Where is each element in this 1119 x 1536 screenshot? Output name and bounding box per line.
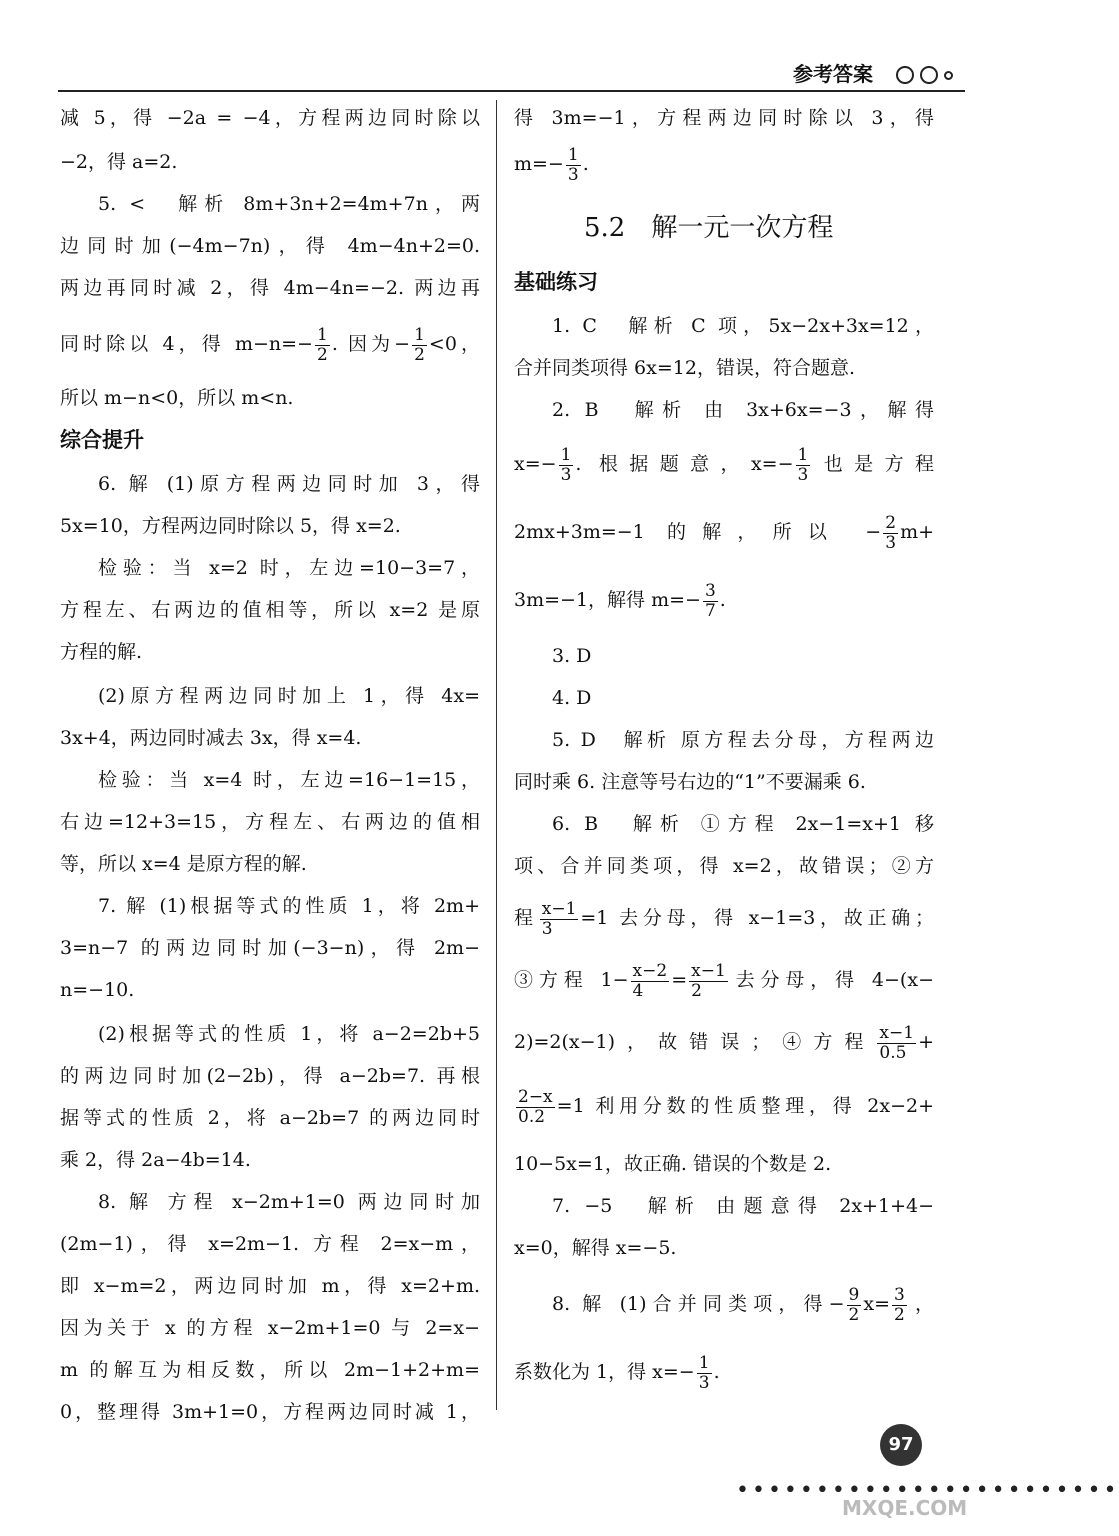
text-span: 程 xyxy=(514,907,538,929)
a5-line: 5. D 解析 原方程去分母，方程两边 xyxy=(552,729,934,751)
fraction-line xyxy=(514,146,934,184)
fraction-line xyxy=(514,514,934,552)
text-span: x=− xyxy=(514,453,557,475)
circle-icon xyxy=(920,66,938,84)
a8-line xyxy=(514,1286,934,1324)
text-span: 去分母，得 4−(x− xyxy=(729,969,934,991)
fraction: $\frac{3}{7}$ xyxy=(704,580,716,621)
fraction: $\frac{3}{2}$ xyxy=(894,1284,905,1325)
text-line: 检验：当 x=4 时，左边=16−1=15， xyxy=(98,769,480,791)
fraction: $\frac{1}{3}$ xyxy=(797,444,809,485)
fraction-line xyxy=(514,1024,934,1062)
text-span: x= xyxy=(863,1293,891,1315)
text-line: n=−10. xyxy=(60,979,135,1001)
text-line: m 的解互为相反数，所以 2m−1+2+m= xyxy=(60,1359,480,1381)
q7-line: 7. 解 (1)根据等式的性质 1，将 2m+ xyxy=(98,895,480,917)
page-number: 97 xyxy=(880,1424,922,1466)
text-span: . xyxy=(713,1361,720,1383)
fraction: $\frac{1}{2}$ xyxy=(414,324,425,365)
fraction-line xyxy=(514,582,934,620)
text-line: 同时乘 6. 注意等号右边的“1”不要漏乘 6. xyxy=(514,771,866,793)
text-line: (2)原方程两边同时加上 1，得 4x= xyxy=(98,685,480,707)
q6-line: 6. 解 (1)原方程两边同时加 3，得 xyxy=(98,473,480,495)
text-span: m=− xyxy=(514,153,564,175)
text-line: 即 x−m=2，两边同时加 m，得 x=2+m. xyxy=(60,1275,480,1297)
text-line: 所以 m−n<0，所以 m<n. xyxy=(60,387,294,409)
text-span: . 根据题意，x=− xyxy=(575,453,794,475)
fraction: $\frac{x-1}{0.5}$ xyxy=(879,1022,915,1063)
fraction: $\frac{2}{3}$ xyxy=(885,512,897,553)
page-header xyxy=(58,56,965,92)
fraction: $\frac{1}{3}$ xyxy=(560,444,572,485)
header-title: 参考答案 xyxy=(793,62,873,86)
text-span: m+ xyxy=(900,521,934,543)
text-span: <0， xyxy=(428,333,481,355)
text-line: 等，所以 x=4 是原方程的解. xyxy=(60,853,307,875)
fraction: $\frac{2-x}{0.2}$ xyxy=(518,1086,553,1127)
q5-line: 5. < 解析 8m+3n+2=4m+7n，两 xyxy=(98,193,480,215)
text-line: 项、合并同类项，得 x=2，故错误；②方 xyxy=(514,855,934,877)
text-line: 两边再同时减 2，得 4m−4n=−2. 两边再 xyxy=(60,277,480,299)
footer-dots-decoration: •••••••••••••••••••••••• xyxy=(736,1478,1119,1503)
text-span: 3m=−1，解得 m=− xyxy=(514,589,701,611)
fraction: $\frac{x-2}{4}$ xyxy=(632,960,668,1001)
text-line: 3=n−7 的两边同时加(−3−n)，得 2m− xyxy=(60,937,480,959)
text-line: 检验：当 x=2 时，左边=10−3=7， xyxy=(98,557,480,579)
text-span: =1 利用分数的性质整理，得 2x−2+ xyxy=(556,1095,934,1117)
fraction-line xyxy=(514,1354,934,1392)
circle-icon xyxy=(944,71,953,80)
fraction: $\frac{1}{3}$ xyxy=(698,1352,710,1393)
fraction-line xyxy=(514,446,934,484)
text-span: 2mx+3m=−1 的解，所以 − xyxy=(514,521,882,543)
section-heading: 综合提升 xyxy=(60,428,144,452)
a3-line: 3. D xyxy=(552,645,592,667)
subsection-heading: 基础练习 xyxy=(514,270,598,294)
text-span: 2)=2(x−1)，故错误；④方程 xyxy=(514,1031,876,1053)
text-line: 右边=12+3=15，方程左、右两边的值相 xyxy=(60,811,480,833)
text-line: 5x=10，方程两边同时除以 5，得 x=2. xyxy=(60,515,401,537)
text-span: 8. 解 (1)合并同类项，得− xyxy=(552,1293,845,1315)
text-line: 0，整理得 3m+1=0，方程两边同时减 1， xyxy=(60,1401,480,1423)
watermark: MXQE.COM xyxy=(842,1496,968,1520)
text-span: . xyxy=(719,589,726,611)
text-line: 因为关于 x 的方程 x−2m+1=0 与 2=x− xyxy=(60,1317,480,1339)
fraction-line xyxy=(514,1088,934,1126)
fraction: $\frac{9}{2}$ xyxy=(848,1284,860,1325)
text-line: −2，得 a=2. xyxy=(60,151,178,173)
q5-fraction-line xyxy=(60,326,480,364)
text-span: + xyxy=(918,1031,934,1053)
text-span: . xyxy=(582,153,589,175)
text-span: . 因为− xyxy=(331,333,411,355)
a4-line: 4. D xyxy=(552,687,592,709)
text-line: 据等式的性质 2，将 a−2b=7 的两边同时 xyxy=(60,1107,480,1129)
text-line: 3x+4，两边同时减去 3x，得 x=4. xyxy=(60,727,362,749)
a6-line: 6. B 解析 ①方程 2x−1=x+1 移 xyxy=(552,813,934,835)
header-circles-decoration xyxy=(896,66,953,84)
text-line: 乘 2，得 2a−4b=14. xyxy=(60,1149,251,1171)
text-span: ， xyxy=(908,1293,934,1315)
text-line: (2)根据等式的性质 1，将 a−2=2b+5 xyxy=(98,1023,480,1045)
fraction-line xyxy=(514,900,934,938)
text-line: 10−5x=1，故正确. 错误的个数是 2. xyxy=(514,1153,832,1175)
fraction-line xyxy=(514,962,934,1000)
fraction: $\frac{x-1}{3}$ xyxy=(541,898,577,939)
q8-line: 8. 解 方程 x−2m+1=0 两边同时加 xyxy=(98,1191,480,1213)
fraction: $\frac{1}{2}$ xyxy=(316,324,328,365)
a7-line: 7. −5 解析 由题意得 2x+1+4− xyxy=(552,1195,934,1217)
text-span: = xyxy=(671,969,688,991)
text-line: 方程的解. xyxy=(60,641,143,663)
column-divider xyxy=(496,100,497,1410)
fraction: $\frac{1}{3}$ xyxy=(567,144,579,185)
text-line: x=0，解得 x=−5. xyxy=(514,1237,677,1259)
text-span: 同时除以 4，得 m−n=− xyxy=(60,333,313,355)
text-line: 的两边同时加(2−2b)，得 a−2b=7. 再根 xyxy=(60,1065,480,1087)
a1-line: 1. C 解析 C 项，5x−2x+3x=12， xyxy=(552,315,934,337)
fraction: $\frac{x-1}{2}$ xyxy=(691,960,726,1001)
text-span: =1 去分母，得 x−1=3，故正确； xyxy=(580,907,934,929)
text-line: 边同时加(−4m−7n)，得 4m−4n+2=0. xyxy=(60,235,480,257)
text-line: (2m−1)，得 x=2m−1. 方程 2=x−m， xyxy=(60,1233,480,1255)
text-span: ③方程 1− xyxy=(514,969,629,991)
text-span: 系数化为 1，得 x=− xyxy=(514,1361,695,1383)
text-line: 得 3m=−1，方程两边同时除以 3，得 xyxy=(514,107,934,129)
a2-line: 2. B 解析 由 3x+6x=−3，解得 xyxy=(552,399,934,421)
text-line: 合并同类项得 6x=12，错误，符合题意. xyxy=(514,357,855,379)
text-span: 也是方程 xyxy=(812,453,934,475)
circle-icon xyxy=(896,66,914,84)
text-line: 减 5，得 −2a = −4，方程两边同时除以 xyxy=(60,107,480,129)
text-line: 方程左、右两边的值相等，所以 x=2 是原 xyxy=(60,599,480,621)
section-title: 5.2 解一元一次方程 xyxy=(584,213,834,243)
